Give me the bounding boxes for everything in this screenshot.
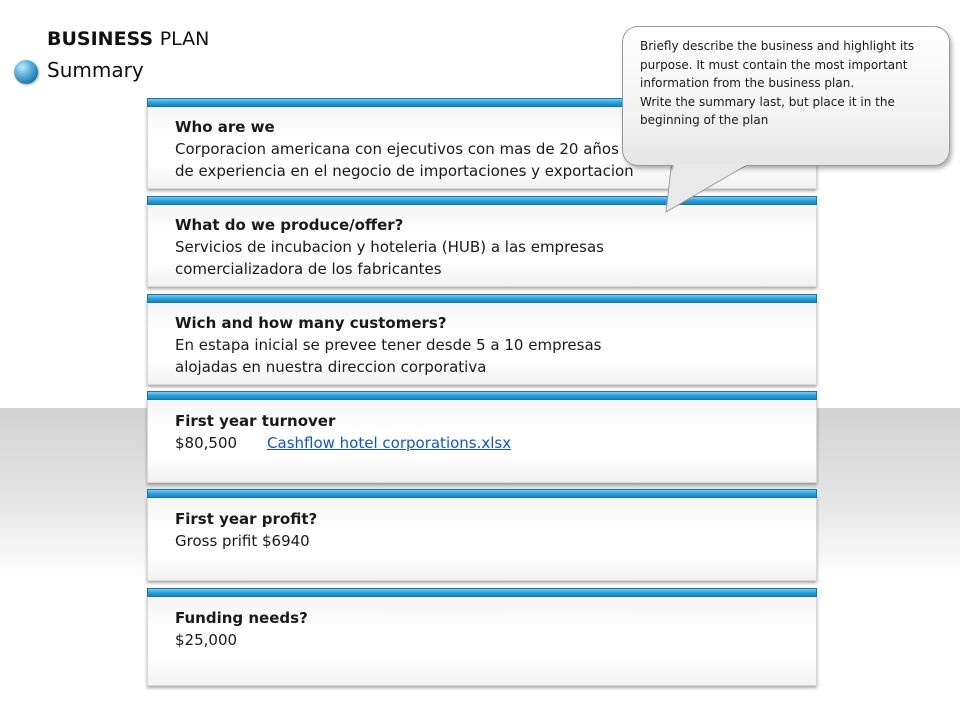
card-line: En estapa inicial se prevee tener desde 5 a 10 empresas <box>175 336 602 354</box>
callout-text <box>640 37 940 130</box>
card-title: First year profit? <box>175 510 318 528</box>
turnover-value: $80,500 <box>175 434 238 452</box>
card-title: Wich and how many customers? <box>175 314 447 332</box>
page-subtitle: Summary <box>47 58 144 82</box>
card-text <box>175 607 308 651</box>
card-produce-offer <box>147 201 817 287</box>
card-header-bar <box>147 489 817 498</box>
card-line: comercializadora de los fabricantes <box>175 260 442 278</box>
card-title: Who are we <box>175 118 275 136</box>
card-line: Servicios de incubacion y hoteleria (HUB) a las empresas <box>175 238 604 256</box>
card-line: alojadas en nuestra direccion corporativa <box>175 358 487 376</box>
card-funding <box>147 594 817 686</box>
title-rest-word: PLAN <box>159 28 210 50</box>
card-line: Gross prifit $6940 <box>175 532 310 550</box>
callout-line: Briefly describe the business and highlight its purpose. It must contain the most important information from the business plan. <box>640 39 915 90</box>
card-line: Corporacion americana con ejecutivos con mas de 20 años <box>175 140 619 158</box>
card-line <box>175 432 511 454</box>
card-title: First year turnover <box>175 412 336 430</box>
callout-line: Write the summary last, but place it in the beginning of the plan <box>640 94 895 127</box>
card-text <box>175 508 317 552</box>
card-text <box>175 116 634 182</box>
page-title <box>47 28 209 50</box>
card-header-bar <box>147 391 817 400</box>
card-header-bar <box>147 588 817 597</box>
cashflow-file-link[interactable]: Cashflow hotel corporations.xlsx <box>267 434 512 452</box>
card-line: $25,000 <box>175 631 238 649</box>
card-header-bar <box>147 196 817 205</box>
bullet-orb-icon <box>14 60 38 84</box>
card-turnover <box>147 397 817 483</box>
card-title: Funding needs? <box>175 609 308 627</box>
card-profit <box>147 495 817 581</box>
card-text <box>175 214 604 280</box>
card-line: de experiencia en el negocio de importaciones y exportacion <box>175 162 634 180</box>
title-bold-word: BUSINESS <box>47 28 154 50</box>
callout-bubble <box>622 26 950 166</box>
card-header-bar <box>147 294 817 303</box>
card-text <box>175 410 511 454</box>
card-title: What do we produce/offer? <box>175 216 404 234</box>
card-customers <box>147 299 817 385</box>
card-text <box>175 312 601 378</box>
